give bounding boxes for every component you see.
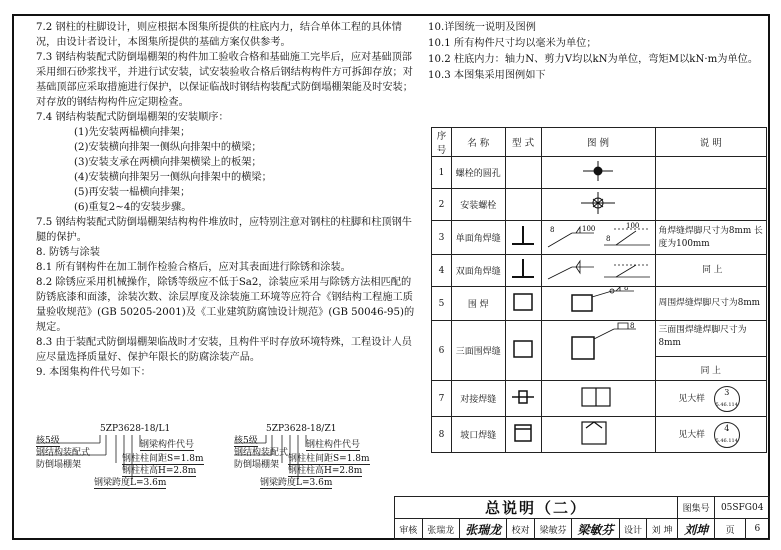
header-no: 序 号	[432, 128, 452, 157]
row-no: 4	[432, 255, 452, 287]
atlas-number: 05SFG04	[715, 497, 770, 519]
step-4: (4)安装横向排架另一侧纵向排架中的横梁；	[74, 172, 272, 183]
row-no: 8	[432, 417, 452, 453]
label-member-beam: 钢梁构件代号	[140, 437, 194, 451]
row-name: 螺栓的圆孔	[451, 157, 505, 189]
label-anti-b: 防倒塌棚架	[234, 460, 280, 470]
step-3: (3)安装支承在两横向排架横梁上的板架；	[74, 157, 262, 168]
label-s-b: 钢柱柱间距S=1.8m	[288, 451, 370, 465]
row-name: 围 焊	[451, 287, 505, 321]
tee-section-icon	[505, 255, 541, 287]
label-l-b: 钢梁跨度L=3.6m	[260, 475, 332, 489]
butt-section-icon	[505, 381, 541, 417]
three-side-weld-symbol	[541, 321, 655, 381]
para-8-2: 8.2 除锈应采用机械操作，除锈等级应不低于Sa2，涂装应采用与除锈方法相匹配的防锈底漆和面漆，涂装次数、涂层厚度及涂装施工环境等应符合《钢结构工程施工质量验收规范》(GB 50205-2001)及《工业建筑防腐蚀设计规范》(GB 50046-95)的规定。	[36, 277, 415, 333]
weld-size-label: 8	[550, 226, 555, 234]
all-around-weld-symbol	[541, 287, 655, 321]
box-section-icon	[505, 321, 541, 381]
table-row	[432, 157, 767, 189]
atlas-label: 图集号	[677, 497, 714, 519]
page-number: 6	[745, 519, 769, 540]
table-row	[432, 189, 767, 221]
weld-size-label: 8	[630, 322, 635, 330]
groove-section-icon	[505, 417, 541, 453]
weld-length-label: 100	[582, 225, 596, 233]
drawing-title: 总说明（二）	[395, 497, 678, 519]
row-note: 同 上	[655, 255, 766, 287]
para-10-3: 10.3 本图集采用图例如下	[428, 70, 546, 81]
row-name: 双面角焊缝	[451, 255, 505, 287]
row-name: 坡口焊缝	[451, 417, 505, 453]
row-no: 6	[432, 321, 452, 381]
row-note: 角焊缝焊脚尺寸为8mm 长度为100mm	[655, 221, 766, 255]
detail-ref-bottom: 5.46.114	[715, 401, 738, 408]
detail-ref-top: 4	[724, 423, 730, 433]
row-note	[655, 381, 766, 417]
row-no: 5	[432, 287, 452, 321]
step-6: (6)重复2~4的安装步骤。	[74, 202, 192, 213]
table-row	[432, 287, 767, 321]
groove-weld-symbol	[541, 417, 655, 453]
weld-size-label: 8	[624, 287, 629, 292]
row-name: 安装螺栓	[451, 189, 505, 221]
step-5: (5)再安装一榀横向排架；	[74, 187, 191, 198]
tee-section-icon	[505, 221, 541, 255]
row-note	[655, 417, 766, 453]
row-no: 7	[432, 381, 452, 417]
checker-name: 梁敏芬	[534, 519, 571, 540]
reviewer-signature: 张瑞龙	[460, 519, 507, 540]
label-h-b: 钢柱柱高H=2.8m	[288, 463, 362, 477]
para-7-2: 7.2 钢柱的柱脚设计，则应根据本图集所提供的柱底内力，结合单体工程的具体情况，由设计者设计，本图集所提供的基础方案仅供参考。	[36, 22, 402, 48]
step-1: (1)先安装两榀横向排架；	[74, 127, 191, 138]
note-see-detail: 见大样	[678, 394, 705, 404]
detail-ref-circle	[714, 422, 740, 448]
row-name: 单面角焊缝	[451, 221, 505, 255]
para-10-2: 10.2 柱底内力：轴力N、剪力V均以kN为单位，弯矩M以kN·m为单位。	[428, 54, 759, 65]
install-bolt-symbol	[541, 189, 655, 221]
section-10: 10.详图统一说明及图例	[428, 22, 536, 33]
detail-ref-bottom: 5.46.114	[715, 437, 738, 444]
label-core5-b: 核5级	[234, 433, 258, 447]
row-no: 3	[432, 221, 452, 255]
box-section-icon	[505, 287, 541, 321]
detail-ref-top: 3	[724, 387, 730, 397]
row-note	[655, 157, 766, 189]
table-row	[432, 255, 767, 287]
section-9: 9. 本图集构件代号如下：	[36, 367, 151, 378]
row-no: 2	[432, 189, 452, 221]
legend-table	[431, 127, 767, 453]
label-h-a: 钢柱柱高H=2.8m	[122, 463, 196, 477]
header-type: 型 式	[505, 128, 541, 157]
right-column	[428, 20, 768, 84]
review-label: 审核	[395, 519, 423, 540]
para-10-1: 10.1 所有构件尺寸均以毫米为单位；	[428, 38, 597, 49]
row-note	[655, 321, 766, 381]
para-8-3: 8.3 由于装配式防倒塌棚架临战时才安装，且构件平时存放环境特殊，工程设计人员应尽量选择质量好、保护年限长的防腐涂装产品。	[36, 337, 412, 363]
bolt-hole-symbol	[541, 157, 655, 189]
code-column: 5ZP3628-18/Z1	[266, 424, 337, 434]
label-core5-a: 核5级	[36, 433, 60, 447]
design-label: 设计	[619, 519, 647, 540]
table-row	[432, 417, 767, 453]
row-no: 1	[432, 157, 452, 189]
label-l-a: 钢梁跨度L=3.6m	[94, 475, 166, 489]
check-label: 校对	[507, 519, 535, 540]
designer-name: 刘 坤	[647, 519, 678, 540]
header-note: 说 明	[655, 128, 766, 157]
row-note: 周围焊缝焊脚尺寸为8mm	[655, 287, 766, 321]
step-2: (2)安装横向排架一侧纵向排架中的横梁；	[74, 142, 262, 153]
row-name: 三面围焊缝	[451, 321, 505, 381]
table-row	[432, 321, 767, 381]
header-name: 名 称	[451, 128, 505, 157]
label-s-a: 钢柱柱间距S=1.8m	[122, 451, 204, 465]
checker-signature: 梁敏芬	[572, 519, 619, 540]
label-steel-a: 钢结构装配式	[36, 448, 91, 458]
page-label: 页	[715, 519, 745, 540]
row-type	[505, 189, 541, 221]
row-note-main: 三面围焊缝焊脚尺寸为8mm	[658, 324, 747, 348]
para-7-5: 7.5 钢结构装配式防倒塌棚架结构构件堆放时，应特别注意对钢柱的柱脚和柱顶钢牛腿的保护。	[36, 217, 412, 243]
note-see-detail: 见大样	[678, 430, 705, 440]
double-fillet-weld-symbol	[541, 255, 655, 287]
para-7-3: 7.3 钢结构装配式防倒塌棚架的构件加工验收合格和基础施工完毕后，应对基础顶部采用细石砂浆找平，并进行试安装，试安装验收合格后钢结构构件方可拆卸存放；对基础顶部应采取措施进行保护，以保证临战时钢结构装配式防倒塌棚架能及时安装；对存放的钢结构构件应定期检查。	[36, 52, 413, 108]
left-column	[36, 20, 416, 380]
row-note	[655, 189, 766, 221]
detail-ref-circle	[714, 386, 740, 412]
legend-header	[432, 128, 767, 157]
member-code-diagrams	[36, 424, 426, 497]
para-8-1: 8.1 所有钢构件在加工制作检验合格后，应对其表面进行除锈和涂装。	[36, 262, 351, 273]
row-name: 对接焊缝	[451, 381, 505, 417]
designer-signature: 刘坤	[677, 519, 714, 540]
para-7-4: 7.4 钢结构装配式防倒塌棚架的安装顺序：	[36, 112, 229, 123]
table-row	[432, 381, 767, 417]
title-block	[394, 496, 770, 540]
code-beam: 5ZP3628-18/L1	[100, 424, 171, 434]
reviewer-name: 张瑞龙	[422, 519, 459, 540]
section-8: 8. 防锈与涂装	[36, 247, 100, 258]
weld-size-label: 8	[606, 235, 611, 243]
header-legend: 图 例	[541, 128, 655, 157]
label-member-column: 钢柱构件代号	[306, 437, 360, 451]
label-anti-a: 防倒塌棚架	[36, 460, 82, 470]
label-steel-b: 钢结构装配式	[234, 448, 289, 458]
weld-length-label: 100	[626, 222, 640, 230]
row-type	[505, 157, 541, 189]
single-fillet-weld-symbol	[541, 221, 655, 255]
row-note-sub: 同 上	[656, 356, 766, 378]
table-row	[432, 221, 767, 255]
butt-weld-symbol	[541, 381, 655, 417]
